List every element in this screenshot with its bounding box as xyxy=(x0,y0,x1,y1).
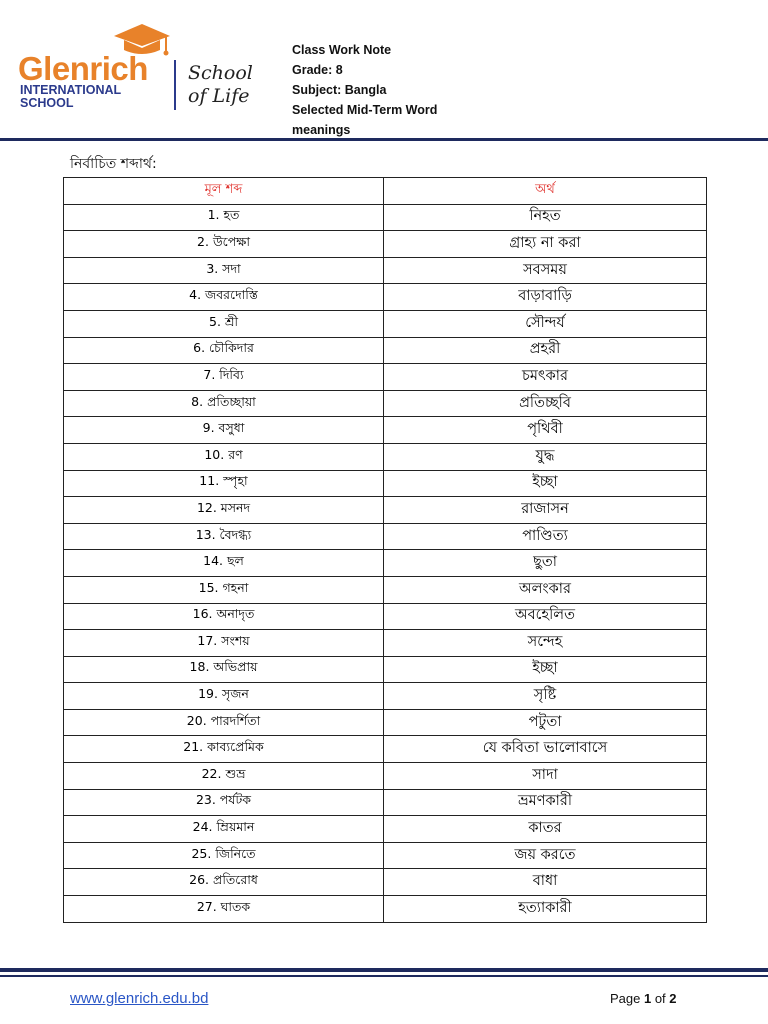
document-header-info xyxy=(292,40,492,140)
table-row xyxy=(64,896,707,923)
meaning-cell: জয় করতে xyxy=(384,842,707,869)
meaning-cell: বাধা xyxy=(384,869,707,896)
meaning-cell: ইচ্ছা xyxy=(384,656,707,683)
meaning-cell: ভ্রমণকারী xyxy=(384,789,707,816)
word-cell: 27. ঘাতক xyxy=(64,896,384,923)
word-cell: 18. অভিপ্রায় xyxy=(64,656,384,683)
table-row xyxy=(64,763,707,790)
word-cell: 5. শ্রী xyxy=(64,310,384,337)
logo-tagline: School of Life xyxy=(188,62,253,107)
header-divider xyxy=(0,138,768,141)
meaning-cell: ছুতা xyxy=(384,550,707,577)
meaning-cell: প্রতিচ্ছবি xyxy=(384,390,707,417)
word-cell: 8. প্রতিচ্ছায়া xyxy=(64,390,384,417)
word-cell: 4. জবরদোস্তি xyxy=(64,284,384,311)
word-cell: 1. হত xyxy=(64,204,384,231)
table-row xyxy=(64,576,707,603)
table-row xyxy=(64,204,707,231)
word-cell: 11. স্পৃহা xyxy=(64,470,384,497)
word-cell: 13. বৈদগ্ধ্য xyxy=(64,523,384,550)
meaning-cell: পৃথিবী xyxy=(384,417,707,444)
table-row xyxy=(64,630,707,657)
meaning-cell: নিহত xyxy=(384,204,707,231)
table-row xyxy=(64,390,707,417)
table-row xyxy=(64,603,707,630)
table-row xyxy=(64,709,707,736)
column-header-word: মূল শব্দ xyxy=(64,178,384,205)
meaning-cell: চমৎকার xyxy=(384,364,707,391)
meaning-cell: পটুতা xyxy=(384,709,707,736)
word-cell: 9. বসুধা xyxy=(64,417,384,444)
word-cell: 22. শুভ্র xyxy=(64,763,384,790)
meaning-cell: বাড়াবাড়ি xyxy=(384,284,707,311)
table-body xyxy=(64,204,707,922)
word-cell: 20. পারদর্শিতা xyxy=(64,709,384,736)
meaning-cell: হত্যাকারী xyxy=(384,896,707,923)
table-row xyxy=(64,656,707,683)
table-row xyxy=(64,257,707,284)
website-link[interactable]: www.glenrich.edu.bd xyxy=(70,990,209,1007)
meaning-cell: সবসময় xyxy=(384,257,707,284)
meaning-cell: যুদ্ধ xyxy=(384,443,707,470)
table-row xyxy=(64,337,707,364)
logo-subtitle: INTERNATIONAL SCHOOL xyxy=(20,83,122,110)
table-row xyxy=(64,310,707,337)
meaning-cell: যে কবিতা ভালোবাসে xyxy=(384,736,707,763)
table-row xyxy=(64,869,707,896)
word-cell: 19. সৃজন xyxy=(64,683,384,710)
footer-divider-thin xyxy=(0,975,768,977)
word-cell: 17. সংশয় xyxy=(64,630,384,657)
section-title: নির্বাচিত শব্দার্থ: xyxy=(70,156,157,172)
topic-label: Selected Mid-Term Word meanings xyxy=(292,103,438,137)
word-cell: 6. চৌকিদার xyxy=(64,337,384,364)
word-cell: 26. প্রতিরোধ xyxy=(64,869,384,896)
meaning-cell: গ্রাহ্য না করা xyxy=(384,231,707,258)
table-row xyxy=(64,417,707,444)
table-row xyxy=(64,789,707,816)
table-row xyxy=(64,470,707,497)
word-cell: 2. উপেক্ষা xyxy=(64,231,384,258)
word-cell: 12. মসনদ xyxy=(64,497,384,524)
table-row xyxy=(64,284,707,311)
table-row xyxy=(64,523,707,550)
meaning-cell: সাদা xyxy=(384,763,707,790)
word-cell: 24. ম্রিয়মান xyxy=(64,816,384,843)
meaning-cell: প্রহরী xyxy=(384,337,707,364)
table-row xyxy=(64,443,707,470)
word-cell: 23. পর্যটক xyxy=(64,789,384,816)
meaning-cell: কাতর xyxy=(384,816,707,843)
meaning-cell: সৃষ্টি xyxy=(384,683,707,710)
column-header-meaning: অর্থ xyxy=(384,178,707,205)
word-cell: 7. দিব্যি xyxy=(64,364,384,391)
meaning-cell: রাজাসন xyxy=(384,497,707,524)
word-meanings-table xyxy=(63,177,707,923)
footer-divider xyxy=(0,968,768,972)
word-cell: 25. জিনিতে xyxy=(64,842,384,869)
logo-name: Glenrich xyxy=(18,50,148,87)
table-row xyxy=(64,736,707,763)
word-cell: 21. কাব্যপ্রেমিক xyxy=(64,736,384,763)
logo-divider xyxy=(174,60,176,110)
word-cell: 10. রণ xyxy=(64,443,384,470)
page-number: Page 1 of 2 xyxy=(610,991,677,1006)
meaning-cell: অবহেলিত xyxy=(384,603,707,630)
table-row xyxy=(64,683,707,710)
table-row xyxy=(64,816,707,843)
table-row xyxy=(64,231,707,258)
table-header-row xyxy=(64,178,707,205)
school-logo xyxy=(18,22,288,112)
meaning-cell: অলংকার xyxy=(384,576,707,603)
meaning-cell: সন্দেহ xyxy=(384,630,707,657)
table-row xyxy=(64,550,707,577)
grade-label: Grade: 8 xyxy=(292,63,343,77)
table-row xyxy=(64,842,707,869)
word-cell: 16. অনাদৃত xyxy=(64,603,384,630)
note-type: Class Work Note xyxy=(292,43,392,57)
subject-label: Subject: Bangla xyxy=(292,83,387,97)
table-row xyxy=(64,364,707,391)
meaning-cell: পাণ্ডিত্য xyxy=(384,523,707,550)
meaning-cell: সৌন্দর্য xyxy=(384,310,707,337)
table-row xyxy=(64,497,707,524)
word-cell: 15. গহনা xyxy=(64,576,384,603)
word-cell: 14. ছল xyxy=(64,550,384,577)
word-cell: 3. সদা xyxy=(64,257,384,284)
meaning-cell: ইচ্ছা xyxy=(384,470,707,497)
